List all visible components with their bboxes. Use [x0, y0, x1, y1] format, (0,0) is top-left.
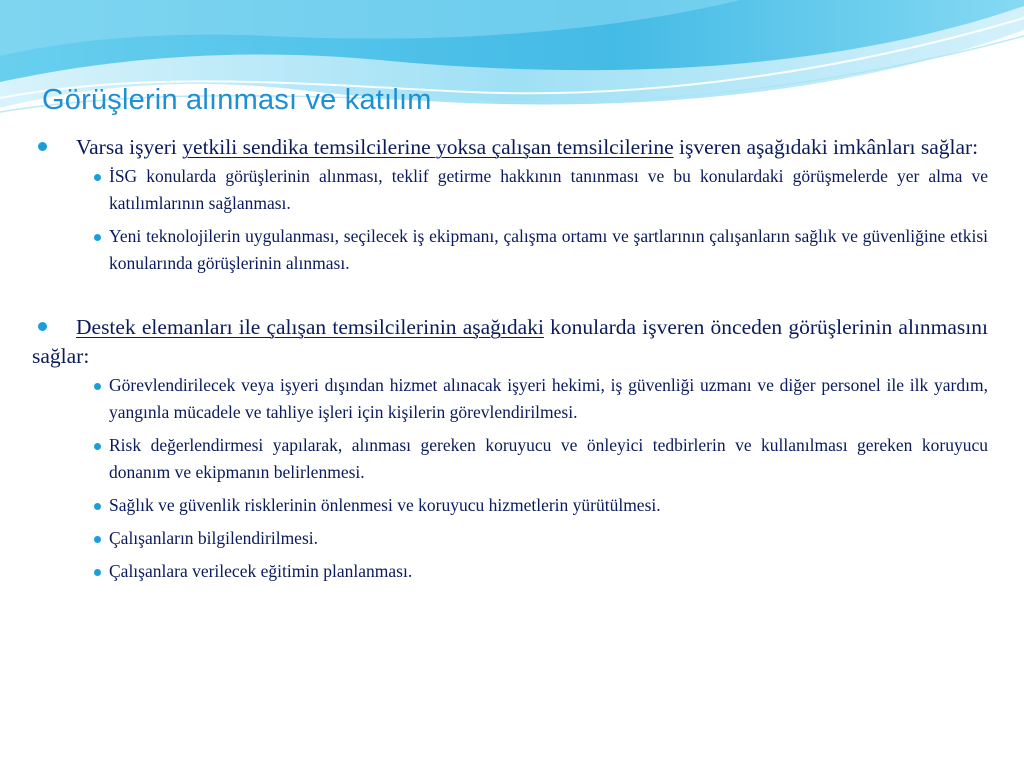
bullet-dot-icon [94, 383, 101, 390]
sub-bullet: Çalışanlara verilecek eğitimin planlanması. [32, 558, 988, 585]
sub-bullet: İSG konularda görüşlerinin alınması, teklif getirme hakkının tanınması ve bu konulardaki görüşmelerde yer alma ve katılımlarının sağlanması. [32, 163, 988, 217]
main-bullet-1-underlined: yetkili sendika temsilcilerine yoksa çalışan temsilcilerine [182, 135, 674, 159]
slide-title: Görüşlerin alınması ve katılım [42, 84, 432, 116]
main-bullet-2-tail: konularda işveren önceden görüşlerinin alınmasını sağlar: [32, 315, 988, 368]
main-bullet-2-underlined: Destek elemanları ile çalışan temsilcilerinin aşağıdaki [76, 315, 544, 339]
sub-bullet: Risk değerlendirmesi yapılarak, alınması gereken koruyucu ve önleyici tedbirlerin ve kullanılması gereken koruyucu donanım ve ekipmanın belirlenmesi. [32, 432, 988, 486]
bullet-dot-icon [94, 234, 101, 241]
bullet-dot-icon [38, 142, 47, 151]
bullet-dot-icon [94, 174, 101, 181]
bullet-dot-icon [94, 443, 101, 450]
main-bullet-1-lead: Varsa işyeri [76, 135, 183, 159]
sub-bullet: Sağlık ve güvenlik risklerinin önlenmesi ve koruyucu hizmetlerin yürütülmesi. [32, 492, 988, 519]
main-bullet-2 [32, 313, 988, 371]
bullet-dot-icon [94, 569, 101, 576]
main-bullet-1 [32, 133, 988, 162]
main-bullet-1-tail: işveren aşağıdaki imkânları sağlar: [673, 135, 979, 159]
sub-bullet: Çalışanların bilgilendirilmesi. [32, 525, 988, 552]
bullet-dot-icon [94, 503, 101, 510]
sub-bullet: Yeni teknolojilerin uygulanması, seçilecek iş ekipmanı, çalışma ortamı ve şartlarının çalışanların sağlık ve güvenliğine etkisi konularında görüşlerinin alınması. [32, 223, 988, 277]
sub-bullet: Görevlendirilecek veya işyeri dışından hizmet alınacak işyeri hekimi, iş güvenliği uzmanı ve diğer personel ile ilk yardım, yangınla mücadele ve tahliye işleri için kişilerin görevlendirilmesi. [32, 372, 988, 426]
bullet-dot-icon [94, 536, 101, 543]
bullet-dot-icon [38, 322, 47, 331]
slide-content [32, 133, 988, 585]
